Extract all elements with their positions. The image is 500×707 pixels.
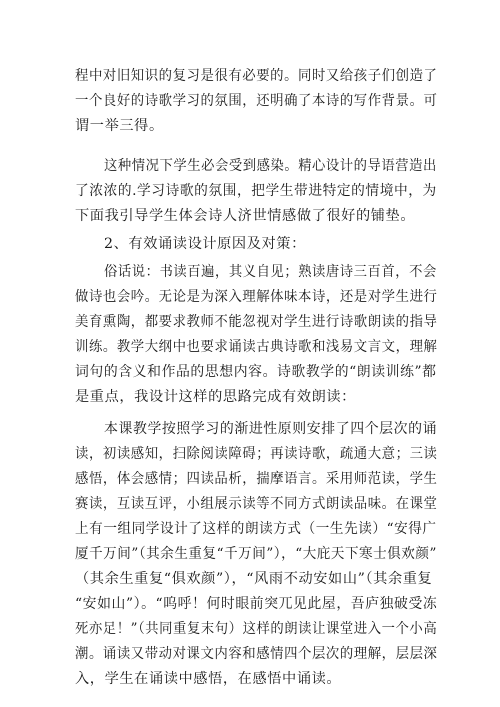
paragraph-3-line-6: 是重点，我设计这样的思路完成有效朗读： <box>75 389 356 405</box>
paragraph-4-line-5: 上有一组同学设计了这样的朗读方式（一生先读）“安得广 <box>75 521 437 537</box>
paragraph-4-line-1: 本课教学按照学习的渐进性原则安排了四个层次的诵 <box>104 421 438 437</box>
paragraph-1-line-1: 程中对旧知识的复习是很有必要的。同时又给孩子们创造了 <box>75 68 438 84</box>
paragraph-1-line-2: 一个良好的诗歌学习的氛围，还明确了本诗的写作背景。可 <box>75 93 438 109</box>
paragraph-2-line-3: 下面我引导学生体会诗人济世情感做了很好的铺垫。 <box>75 208 416 224</box>
paragraph-3-line-3: 美育熏陶，都要求教师不能忽视对学生进行诗歌朗读的指导 <box>75 314 438 330</box>
paragraph-3-line-4: 训练。教学大纲中也要求诵读古典诗歌和浅易文言文，理解 <box>75 339 438 355</box>
paragraph-4-line-9: 死亦足！”（共同重复末句）这样的朗读让课堂进入一个小高 <box>75 621 438 637</box>
paragraph-4-line-10: 潮。诵读又带动对课文内容和感情四个层次的理解，层层深 <box>75 646 438 662</box>
paragraph-1-line-3: 谓一举三得。 <box>75 118 164 134</box>
paragraph-4-line-7: （其余生重复“俱欢颜”），“风雨不动安如山”（其余重复 <box>75 571 433 587</box>
paragraph-4-line-11: 入，学生在诵读中感悟，在感悟中诵读。 <box>75 671 342 687</box>
paragraph-4-line-3: 感悟，体会感情；四读品析，揣摩语言。采用师范读，学生 <box>75 471 438 487</box>
paragraph-3-line-1: 俗话说：书读百遍，其义自见；熟读唐诗三百首，不会 <box>104 264 437 280</box>
paragraph-3-line-5: 词句的含义和作品的思想内容。诗歌教学的“朗读训练”都 <box>75 364 437 380</box>
paragraph-2-line-2: 了浓浓的.学习诗歌的氛围，把学生带进特定的情境中，为 <box>75 183 437 199</box>
paragraph-4-line-2: 读，初读感知，扫除阅读障碍；再读诗歌，疏通大意；三读 <box>75 446 438 462</box>
paragraph-3-line-2: 做诗也会吟。无论是为深入理解体味本诗，还是对学生进行 <box>75 289 438 305</box>
paragraph-4-line-6: 厦千万间”（其余生重复“千万间”），“大庇天下寒士俱欢颜” <box>75 546 437 562</box>
section-heading: 2、有效诵读设计原因及对策： <box>104 236 306 252</box>
paragraph-4-line-8: “安如山”）。“呜呼！何时眼前突兀见此屋，吾庐独破受冻 <box>75 596 438 612</box>
paragraph-4-line-4: 赛读，互读互评，小组展示读等不同方式朗读品味。在课堂 <box>75 496 438 512</box>
paragraph-2-line-1: 这种情况下学生必会受到感染。精心设计的导语营造出 <box>104 158 437 174</box>
